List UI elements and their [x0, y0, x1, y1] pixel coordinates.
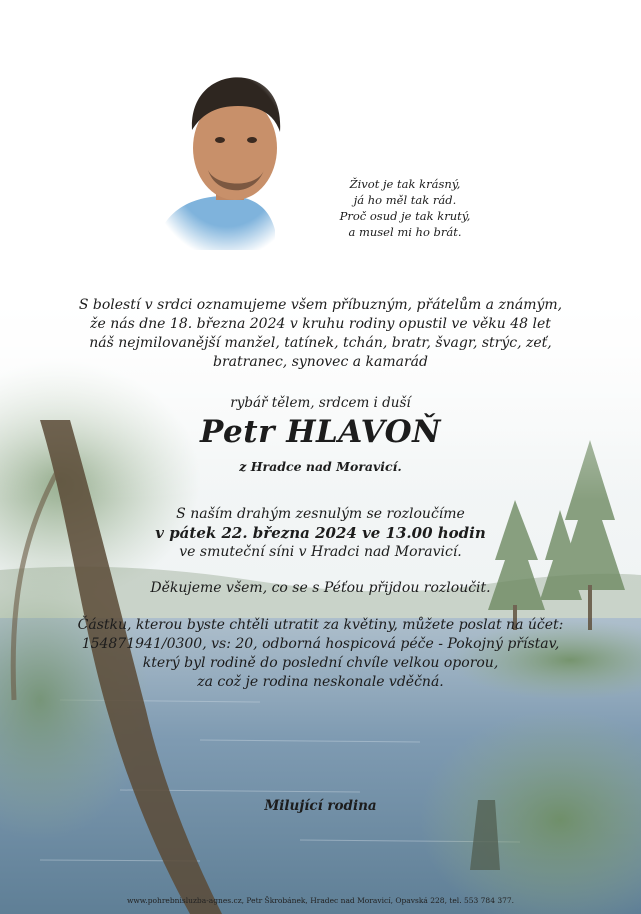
- funeral-service-footer: www.pohrebnisluzba-agnes.cz, Petr Škrobánek, Hradec nad Moravicí, Opavská 228, tel. 553 784 377.: [126, 896, 515, 905]
- deceased-epithet: rybář tělem, srdcem i duší: [230, 395, 411, 411]
- last-name: HLAVOŇ: [286, 414, 441, 450]
- announcement-line: náš nejmilovanější manžel, tatínek, tchán, bratr, švagr, strýc, zeť,: [89, 335, 552, 351]
- deceased-origin: z Hradce nad Moravicí.: [239, 459, 402, 474]
- announcement-line: S bolestí v srdci oznamujeme všem příbuzným, přátelům a známým,: [78, 297, 563, 313]
- death-announcement: [0, 296, 641, 372]
- memorial-poem: [330, 176, 480, 240]
- poem-line: já ho měl tak rád.: [353, 193, 457, 207]
- donation-note: [0, 616, 641, 692]
- poem-line: a musel mi ho brát.: [348, 225, 462, 239]
- announcement-line: že nás dne 18. března 2024 v kruhu rodiny opustil ve věku 48 let: [90, 316, 551, 332]
- funeral-details: [0, 505, 641, 562]
- funeral-date-time: v pátek 22. března 2024 ve 13.00 hodin: [155, 524, 486, 542]
- poem-line: Život je tak krásný,: [349, 177, 461, 191]
- donation-line: 154871941/0300, vs: 20, odborná hospicová péče - Pokojný přístav,: [81, 636, 560, 652]
- donation-line: za což je rodina neskonale vděčná.: [197, 674, 444, 690]
- donation-line: Částku, kterou byste chtěli utratit za květiny, můžete poslat na účet:: [77, 617, 564, 633]
- funeral-location: ve smuteční síni v Hradci nad Moravicí.: [179, 544, 462, 560]
- announcement-line: bratranec, synovec a kamarád: [213, 354, 428, 370]
- farewell-intro: S naším drahým zesnulým se rozloučíme: [176, 506, 465, 522]
- deceased-name: [0, 414, 641, 450]
- portrait-photo: [150, 70, 290, 250]
- thanks-note: Děkujeme všem, co se s Péťou přijdou rozloučit.: [150, 580, 491, 596]
- family-signature: Milující rodina: [264, 798, 377, 814]
- donation-line: který byl rodině do poslední chvíle velkou oporou,: [142, 655, 499, 671]
- first-name: Petr: [200, 414, 275, 450]
- poem-line: Proč osud je tak krutý,: [339, 209, 471, 223]
- photo-vignette: [150, 70, 290, 250]
